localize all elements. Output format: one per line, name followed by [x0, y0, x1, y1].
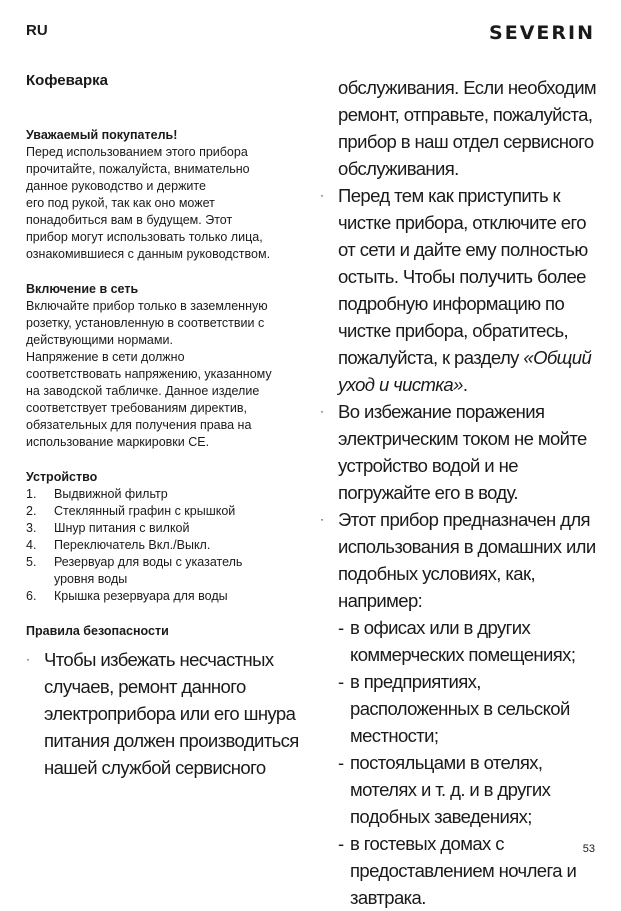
safety-item-text: Этот прибор предназначен для использования в домашних или подобных условиях, как, например:: [338, 509, 596, 611]
greeting-line: прочитайте, пожалуйста, внимательно: [26, 162, 250, 176]
dash-icon: -: [338, 833, 344, 854]
list-item: [26, 554, 311, 588]
sub-list-item: [338, 749, 605, 830]
item-text: Резервуар для воды с указатель уровня воды: [54, 555, 243, 586]
item-number: 3.: [26, 521, 37, 535]
dash-icon: -: [338, 752, 344, 773]
item-text: Крышка резервуара для воды: [54, 589, 228, 603]
power-line: Напряжение в сети должно: [26, 350, 185, 364]
cleaning-text: Перед тем как приступить к чистке прибора, отключите его от сети и дайте ему полностью остыть. Чтобы получить более подробную информацию по чистке прибора, обратитесь, пожалуйста, к разделу: [338, 185, 588, 368]
greeting-line: ознакомившиеся с данным руководством.: [26, 247, 271, 261]
greeting-line: его под рукой, так как оно может: [26, 196, 215, 210]
item-number: 1.: [26, 487, 37, 501]
list-item: [26, 503, 311, 520]
list-item: [26, 520, 311, 537]
bullet-icon: ·: [26, 652, 30, 666]
power-line: обязательных для получения права на: [26, 418, 252, 432]
greeting-section: [26, 127, 311, 263]
greeting-line: данное руководство и держите: [26, 179, 206, 193]
language-code: RU: [26, 22, 48, 39]
sub-list-item: [338, 614, 605, 668]
safety-heading: Правила безопасности: [26, 624, 169, 638]
item-text: Стеклянный графин с крышкой: [54, 504, 236, 518]
sub-list-item: [338, 830, 605, 911]
item-number: 6.: [26, 589, 37, 603]
power-line: соответствовать напряжению, указанному: [26, 367, 272, 381]
dash-icon: -: [338, 671, 344, 692]
safety-item-text: Во избежание поражения электрическим током не мойте устройство водой и не погружайте его в воду.: [338, 401, 587, 503]
greeting-heading: Уважаемый покупатель!: [26, 128, 178, 142]
bullet-icon: ·: [320, 512, 324, 526]
sub-item-text: в гостевых домах с предоставлением ночлега и завтрака.: [350, 833, 577, 908]
power-line: розетку, установленную в соответствии с: [26, 316, 265, 330]
power-heading: Включение в сеть: [26, 282, 139, 296]
item-text: Переключатель Вкл./Выкл.: [54, 538, 211, 552]
item-number: 2.: [26, 504, 37, 518]
list-item: [26, 537, 311, 554]
safety-item-text: обслуживания. Если необходим ремонт, отправьте, пожалуйста, прибор в наш отдел сервисного обслуживания.: [338, 77, 597, 179]
greeting-line: прибор могут использовать только лица,: [26, 230, 263, 244]
power-line: действующими нормами.: [26, 333, 173, 347]
safety-bullet: [320, 398, 605, 506]
brand-logo: SEVERIN: [489, 22, 595, 44]
item-text: Выдвижной фильтр: [54, 487, 168, 501]
greeting-line: понадобиться вам в будущем. Этот: [26, 213, 233, 227]
sub-item-text: постояльцами в отелях, мотелях и т. д. и в других подобных заведениях;: [350, 752, 551, 827]
power-line: на заводской табличке. Данное изделие: [26, 384, 260, 398]
cleaning-section-reference: «Общий уход и чистка»: [338, 347, 592, 395]
item-number: 4.: [26, 538, 37, 552]
sub-item-text: в предприятиях, расположенных в сельской местности;: [350, 671, 570, 746]
item-text: Шнур питания с вилкой: [54, 521, 190, 535]
power-line: Включайте прибор только в заземленную: [26, 299, 268, 313]
dash-icon: -: [338, 617, 344, 638]
item-number: 5.: [26, 555, 37, 569]
bullet-icon: ·: [320, 188, 324, 202]
bullet-icon: ·: [320, 404, 324, 418]
safety-bullet: [320, 182, 605, 398]
device-parts-list: [26, 486, 311, 605]
safety-section: [26, 623, 311, 781]
safety-bullet: [26, 646, 311, 781]
left-column: [26, 72, 311, 781]
device-section: [26, 469, 311, 605]
safety-item-text: [338, 182, 605, 398]
list-item: [26, 588, 311, 605]
safety-bullet: [320, 506, 605, 614]
device-heading: Устройство: [26, 470, 98, 484]
punctuation: .: [462, 374, 468, 395]
right-column: [320, 74, 605, 911]
safety-item-text: Чтобы избежать несчастных случаев, ремонт данного электроприбора или его шнура питания должен производиться нашей службой сервисного: [44, 649, 299, 778]
page-number: 53: [582, 843, 595, 855]
greeting-line: Перед использованием этого прибора: [26, 145, 248, 159]
page-title: Кофеварка: [26, 72, 108, 89]
sub-list-item: [338, 668, 605, 749]
power-section: [26, 281, 311, 451]
sub-item-text: в офисах или в других коммерческих помещениях;: [350, 617, 576, 665]
power-line: соответствует требованиям директив,: [26, 401, 247, 415]
power-line: использование маркировки CE.: [26, 435, 210, 449]
list-item: [26, 486, 311, 503]
safety-bullet-continued: [320, 74, 605, 182]
